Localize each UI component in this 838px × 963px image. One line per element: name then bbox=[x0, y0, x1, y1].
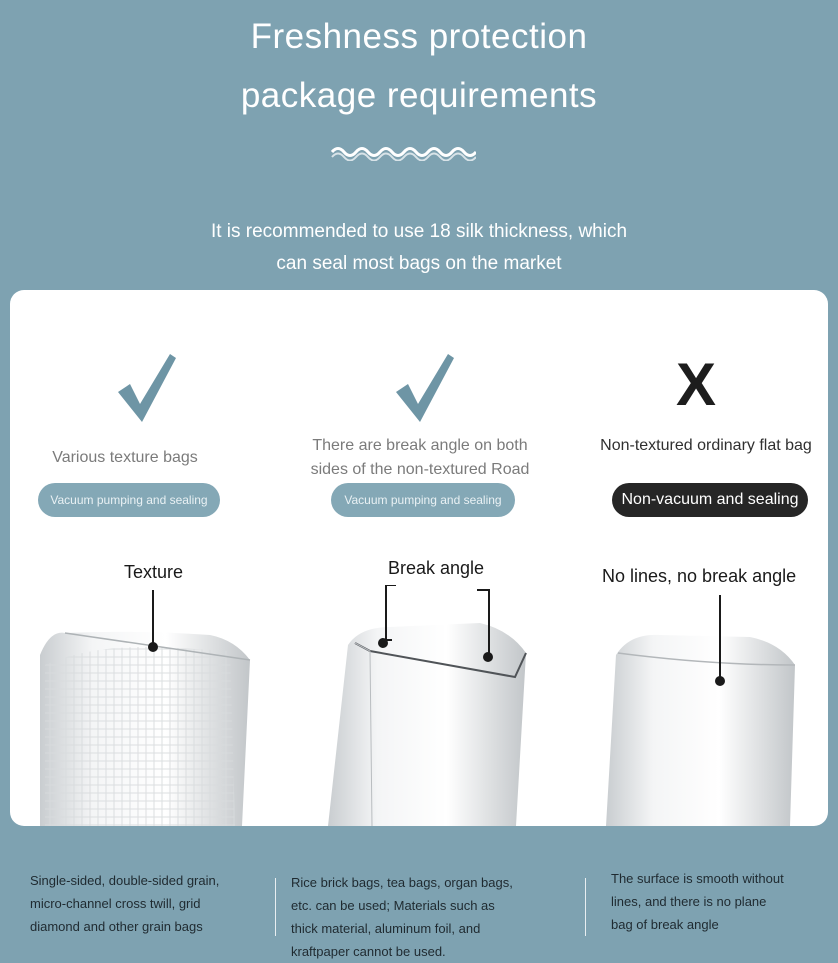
column-3-mark: X bbox=[676, 351, 717, 418]
flat-bag bbox=[606, 635, 795, 826]
column-divider bbox=[275, 878, 276, 936]
column-2-heading-line-2: sides of the non-textured Road bbox=[310, 461, 530, 478]
bag-illustrations bbox=[10, 585, 828, 826]
column-2-description: Rice brick bags, tea bags, organ bags, etc. can be used; Materials such as thick material, aluminum foil, and kraftpaper cannot be used. bbox=[291, 875, 513, 959]
textured-bag bbox=[40, 632, 250, 826]
no-lines-label: No lines, no break angle bbox=[602, 566, 797, 586]
subtitle-line-1: It is recommended to use 18 silk thickness, which bbox=[210, 221, 628, 242]
column-3-heading: Non-textured ordinary flat bag bbox=[600, 437, 812, 454]
texture-label: Texture bbox=[124, 562, 184, 582]
column-1-heading: Various texture bags bbox=[52, 449, 198, 466]
page-title-line-1: Freshness protection bbox=[250, 17, 588, 56]
column-2-heading-line-1: There are break angle on both bbox=[312, 437, 528, 454]
break-angle-bag bbox=[328, 623, 526, 826]
texture-marker bbox=[148, 642, 158, 652]
subtitle-line-2: can seal most bags on the market bbox=[276, 253, 562, 274]
break-angle-marker-right bbox=[483, 652, 493, 662]
check-icon bbox=[116, 352, 178, 424]
page-title-line-2: package requirements bbox=[240, 76, 598, 115]
break-angle-marker-left bbox=[378, 638, 388, 648]
wave-divider-icon bbox=[330, 143, 476, 161]
column-divider bbox=[585, 878, 586, 936]
break-angle-label: Break angle bbox=[388, 558, 485, 578]
column-1-pill: Vacuum pumping and sealing bbox=[38, 483, 220, 517]
column-3-pill: Non-vacuum and sealing bbox=[612, 483, 808, 517]
check-icon bbox=[394, 352, 456, 424]
column-2-pill: Vacuum pumping and sealing bbox=[331, 483, 515, 517]
column-1-description: Single-sided, double-sided grain, micro-channel cross twill, grid diamond and other grain bags bbox=[30, 873, 220, 934]
flat-surface-marker bbox=[715, 676, 725, 686]
column-3-description: The surface is smooth without lines, and there is no plane bag of break angle bbox=[611, 871, 784, 932]
